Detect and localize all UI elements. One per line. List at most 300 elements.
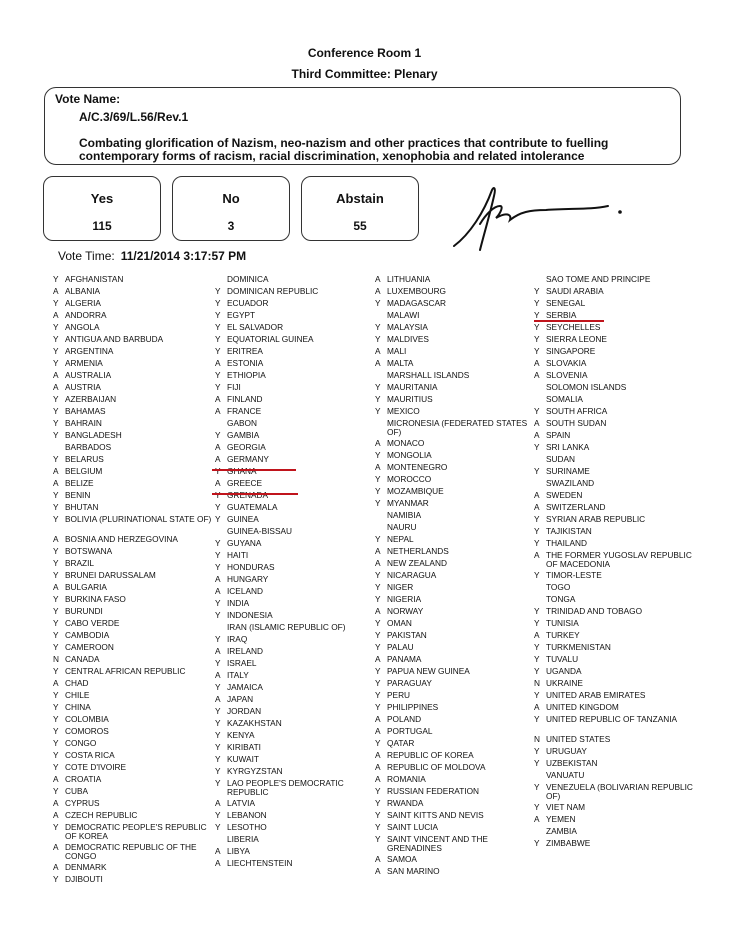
vote-code: Y [375, 394, 381, 404]
vote-code: A [375, 774, 381, 784]
country-name: HONDURAS [227, 562, 275, 572]
handwritten-signature [450, 184, 640, 254]
country-name: NICARAGUA [387, 570, 437, 580]
country-name: LEBANON [227, 810, 267, 820]
serbia-underline [534, 320, 604, 322]
country-name: GUYANA [227, 538, 262, 548]
country-name: MOZAMBIQUE [387, 486, 444, 496]
country-name: CAMEROON [65, 642, 114, 652]
vote-code: A [375, 726, 381, 736]
country-name: YEMEN [546, 814, 576, 824]
country-name: RUSSIAN FEDERATION [387, 786, 480, 796]
vote-code: A [215, 574, 221, 584]
country-name: SLOVAKIA [546, 358, 587, 368]
vote-code: Y [53, 558, 59, 568]
country-name: LITHUANIA [387, 274, 431, 284]
country-column-2 [215, 275, 385, 871]
no-label: No [222, 191, 240, 206]
vote-code: Y [53, 298, 59, 308]
vote-code: Y [215, 610, 221, 620]
country-name: BAHAMAS [65, 406, 106, 416]
vote-code: A [53, 798, 59, 808]
country-name: DJIBOUTI [65, 874, 103, 884]
country-name: SPAIN [546, 430, 571, 440]
vote-code: Y [215, 658, 221, 668]
country-name: TURKMENISTAN [546, 642, 611, 652]
country-name: CHILE [65, 690, 90, 700]
vote-code: Y [534, 334, 540, 344]
country-name: PAPUA NEW GUINEA [387, 666, 470, 676]
country-name: THE FORMER YUGOSLAV REPUBLIC OF MACEDONIA [546, 550, 692, 569]
vote-code: Y [215, 706, 221, 716]
country-name: RWANDA [387, 798, 424, 808]
country-name: CONGO [65, 738, 97, 748]
country-name: PANAMA [387, 654, 422, 664]
vote-code: Y [375, 382, 381, 392]
vote-code: A [53, 370, 59, 380]
country-name: SRI LANKA [546, 442, 590, 452]
country-name: NORWAY [387, 606, 424, 616]
country-name: PALAU [387, 642, 414, 652]
vote-code: A [53, 466, 59, 476]
vote-code: Y [375, 298, 381, 308]
country-name: AFGHANISTAN [65, 274, 124, 284]
country-name: CABO VERDE [65, 618, 120, 628]
country-name: MYANMAR [387, 498, 429, 508]
country-name: JAMAICA [227, 682, 263, 692]
country-name: SWEDEN [546, 490, 583, 500]
vote-code: Y [534, 714, 540, 724]
vote-code: Y [375, 582, 381, 592]
vote-code: Y [375, 618, 381, 628]
vote-code: Y [53, 618, 59, 628]
vote-code: Y [53, 738, 59, 748]
vote-code: Y [53, 490, 59, 500]
vote-code: A [53, 534, 59, 544]
vote-code: A [375, 346, 381, 356]
vote-code: A [215, 454, 221, 464]
vote-code: N [534, 678, 540, 688]
vote-code: A [375, 762, 381, 772]
vote-code: Y [53, 394, 59, 404]
vote-code: Y [53, 666, 59, 676]
country-name: SWAZILAND [546, 478, 595, 488]
vote-code: Y [534, 298, 540, 308]
country-name: CYPRUS [65, 798, 100, 808]
vote-code: A [53, 774, 59, 784]
vote-code: Y [375, 678, 381, 688]
yes-tally-box [43, 176, 161, 241]
country-name: REPUBLIC OF KOREA [387, 750, 474, 760]
country-name: SAINT VINCENT AND THE GRENADINES [387, 834, 488, 853]
country-name: UGANDA [546, 666, 582, 676]
country-name: ECUADOR [227, 298, 269, 308]
country-row [53, 875, 223, 887]
vote-code: Y [53, 750, 59, 760]
vote-code: A [375, 358, 381, 368]
vote-code: Y [215, 778, 221, 788]
vote-code: A [375, 866, 381, 876]
vote-code: A [534, 702, 540, 712]
country-name: ALGERIA [65, 298, 101, 308]
country-name: TIMOR-LESTE [546, 570, 602, 580]
vote-code: A [375, 546, 381, 556]
abstain-count: 55 [353, 219, 367, 233]
vote-code: A [53, 862, 59, 872]
vote-code: Y [53, 346, 59, 356]
country-name: COSTA RICA [65, 750, 115, 760]
vote-code: A [215, 406, 221, 416]
vote-code: A [534, 550, 540, 560]
country-name: SWITZERLAND [546, 502, 606, 512]
country-name: DOMINICA [227, 274, 269, 284]
country-name: CANADA [65, 654, 100, 664]
yes-count: 115 [92, 219, 112, 233]
vote-code: A [53, 582, 59, 592]
country-name: GHANA [227, 466, 257, 476]
country-name: LIECHTENSTEIN [227, 858, 293, 868]
vote-code: Y [534, 654, 540, 664]
country-name: TUNISIA [546, 618, 579, 628]
country-name: GEORGIA [227, 442, 266, 452]
country-name: COTE D'IVOIRE [65, 762, 127, 772]
country-name: FIJI [227, 382, 241, 392]
country-name: ZAMBIA [546, 826, 577, 836]
country-name: GABON [227, 418, 257, 428]
country-name: LIBERIA [227, 834, 259, 844]
abstain-tally-box [301, 176, 419, 241]
country-name: HAITI [227, 550, 249, 560]
abstain-label: Abstain [336, 191, 384, 206]
vote-code: Y [53, 570, 59, 580]
vote-code: Y [534, 802, 540, 812]
country-row [215, 859, 385, 871]
vote-code: Y [375, 534, 381, 544]
vote-code: Y [534, 322, 540, 332]
country-name: BAHRAIN [65, 418, 102, 428]
vote-code: A [534, 418, 540, 428]
country-name: POLAND [387, 714, 422, 724]
country-name: CHAD [65, 678, 89, 688]
country-name: IRAQ [227, 634, 248, 644]
country-name: UKRAINE [546, 678, 583, 688]
vote-code: Y [375, 702, 381, 712]
country-name: BELGIUM [65, 466, 103, 476]
country-name: NETHERLANDS [387, 546, 449, 556]
vote-code: Y [215, 502, 221, 512]
vote-code: Y [534, 838, 540, 848]
country-column-4 [534, 275, 704, 851]
vote-code: A [53, 286, 59, 296]
country-name: PERU [387, 690, 411, 700]
country-name: NIGER [387, 582, 414, 592]
vote-code: A [215, 858, 221, 868]
vote-code: A [534, 630, 540, 640]
country-name: LIBYA [227, 846, 250, 856]
vote-code: A [53, 678, 59, 688]
yes-label: Yes [90, 191, 114, 206]
vote-code: Y [53, 274, 59, 284]
vote-code: Y [53, 762, 59, 772]
country-name: CROATIA [65, 774, 102, 784]
country-name: QATAR [387, 738, 415, 748]
country-name: SOUTH SUDAN [546, 418, 607, 428]
country-name: BULGARIA [65, 582, 107, 592]
country-name: PORTUGAL [387, 726, 433, 736]
vote-code: Y [534, 606, 540, 616]
vote-code: A [534, 502, 540, 512]
country-name: BENIN [65, 490, 91, 500]
committee-heading: Third Committee: Plenary [291, 67, 438, 81]
country-name: THAILAND [546, 538, 588, 548]
country-name: BRUNEI DARUSSALAM [65, 570, 156, 580]
country-name: SOMALIA [546, 394, 583, 404]
country-name: FINLAND [227, 394, 263, 404]
vote-code: Y [215, 370, 221, 380]
vote-code: Y [53, 690, 59, 700]
country-name: MADAGASCAR [387, 298, 447, 308]
vote-code: Y [375, 486, 381, 496]
country-name: TRINIDAD AND TOBAGO [546, 606, 643, 616]
country-name: BELIZE [65, 478, 94, 488]
country-name: COMOROS [65, 726, 109, 736]
vote-code: Y [215, 682, 221, 692]
country-name: TONGA [546, 594, 576, 604]
country-row [375, 835, 545, 855]
country-name: ARMENIA [65, 358, 103, 368]
country-row [534, 715, 704, 735]
country-name: GUATEMALA [227, 502, 278, 512]
vote-code: Y [375, 474, 381, 484]
country-name: NAMIBIA [387, 510, 422, 520]
vote-code: Y [53, 546, 59, 556]
country-name: DOMINICAN REPUBLIC [227, 286, 319, 296]
country-name: BURKINA FASO [65, 594, 126, 604]
vote-code: Y [215, 286, 221, 296]
vote-code: Y [215, 310, 221, 320]
country-row [534, 551, 704, 571]
country-name: MAURITIUS [387, 394, 433, 404]
country-name: MONGOLIA [387, 450, 432, 460]
country-name: HUNGARY [227, 574, 269, 584]
country-name: ANDORRA [65, 310, 107, 320]
vote-code: Y [534, 538, 540, 548]
vote-code: A [375, 654, 381, 664]
country-name: MOROCCO [387, 474, 432, 484]
vote-code: Y [534, 442, 540, 452]
country-name: UNITED ARAB EMIRATES [546, 690, 646, 700]
country-name: NAURU [387, 522, 417, 532]
country-name: LESOTHO [227, 822, 267, 832]
vote-name-label: Vote Name: [55, 92, 121, 106]
country-name: SENEGAL [546, 298, 586, 308]
vote-code: A [215, 394, 221, 404]
country-name: SLOVENIA [546, 370, 588, 380]
country-name: BHUTAN [65, 502, 99, 512]
vote-code: Y [53, 430, 59, 440]
country-row [534, 783, 704, 803]
vote-code: Y [375, 630, 381, 640]
vote-code: Y [215, 730, 221, 740]
country-name: DEMOCRATIC REPUBLIC OF THE CONGO [65, 842, 197, 861]
country-row [534, 839, 704, 851]
vote-code: Y [215, 334, 221, 344]
country-name: TOGO [546, 582, 571, 592]
germany-underline [212, 469, 296, 471]
vote-code: Y [375, 798, 381, 808]
country-name: CENTRAL AFRICAN REPUBLIC [65, 666, 186, 676]
country-name: GUINEA-BISSAU [227, 526, 293, 536]
vote-code: A [53, 842, 59, 852]
vote-code: Y [375, 406, 381, 416]
vote-code: A [215, 442, 221, 452]
country-name: UNITED KINGDOM [546, 702, 619, 712]
vote-code: Y [53, 702, 59, 712]
vote-code: A [534, 490, 540, 500]
country-name: ALBANIA [65, 286, 101, 296]
country-name: LUXEMBOURG [387, 286, 447, 296]
vote-code: Y [375, 570, 381, 580]
country-name: INDONESIA [227, 610, 273, 620]
vote-code: Y [215, 538, 221, 548]
vote-code: A [53, 478, 59, 488]
country-row [53, 843, 223, 863]
country-name: BOTSWANA [65, 546, 113, 556]
vote-code: Y [53, 502, 59, 512]
country-name: SIERRA LEONE [546, 334, 607, 344]
vote-code: A [215, 846, 221, 856]
vote-code: Y [53, 786, 59, 796]
vote-code: Y [375, 738, 381, 748]
vote-code: Y [215, 298, 221, 308]
vote-name-box [44, 87, 681, 165]
country-name: ROMANIA [387, 774, 426, 784]
country-name: MONTENEGRO [387, 462, 448, 472]
country-row [53, 515, 223, 535]
vote-code: Y [53, 606, 59, 616]
vote-code: Y [534, 642, 540, 652]
country-name: UNITED STATES [546, 734, 611, 744]
country-name: VENEZUELA (BOLIVARIAN REPUBLIC OF) [546, 782, 693, 801]
country-row [215, 779, 385, 799]
country-name: ARGENTINA [65, 346, 114, 356]
vote-code: Y [375, 322, 381, 332]
vote-code: A [375, 462, 381, 472]
vote-code: Y [53, 726, 59, 736]
vote-time-label: Vote Time: [58, 249, 115, 263]
vote-code: Y [53, 714, 59, 724]
country-name: SAN MARINO [387, 866, 440, 876]
vote-time-value: 11/21/2014 3:17:57 PM [120, 249, 247, 263]
vote-code: Y [375, 594, 381, 604]
vote-code: Y [215, 822, 221, 832]
vote-code: A [375, 750, 381, 760]
country-name: SEYCHELLES [546, 322, 601, 332]
country-name: MONACO [387, 438, 425, 448]
vote-code: Y [375, 834, 381, 844]
country-name: MALAWI [387, 310, 420, 320]
vote-code: Y [53, 418, 59, 428]
country-name: GAMBIA [227, 430, 260, 440]
vote-code: A [215, 358, 221, 368]
vote-code: Y [534, 514, 540, 524]
vote-code: Y [375, 666, 381, 676]
vote-code: Y [215, 810, 221, 820]
vote-code: Y [215, 346, 221, 356]
country-name: NEW ZEALAND [387, 558, 447, 568]
country-name: MALAYSIA [387, 322, 428, 332]
vote-code: A [215, 586, 221, 596]
vote-code: Y [215, 598, 221, 608]
country-name: PHILIPPINES [387, 702, 439, 712]
country-name: ZIMBABWE [546, 838, 591, 848]
country-name: SINGAPORE [546, 346, 596, 356]
vote-code: Y [534, 466, 540, 476]
country-name: JAPAN [227, 694, 254, 704]
vote-code: Y [215, 430, 221, 440]
vote-code: A [215, 798, 221, 808]
vote-code: Y [534, 526, 540, 536]
vote-code: Y [375, 642, 381, 652]
country-name: CHINA [65, 702, 91, 712]
vote-code: A [53, 810, 59, 820]
country-name: LATVIA [227, 798, 255, 808]
resolution-title: Combating glorification of Nazism, neo-nazism and other practices that contribute to fuelling contemporary forms of racism, racial discrimination, xenophobia and related intolerance [79, 136, 609, 163]
country-name: BRAZIL [65, 558, 95, 568]
country-name: SAO TOME AND PRINCIPE [546, 274, 651, 284]
country-name: ERITREA [227, 346, 263, 356]
vote-code: Y [53, 630, 59, 640]
country-column-1 [53, 275, 223, 887]
country-name: GRENADA [227, 490, 269, 500]
vote-code: Y [53, 514, 59, 524]
vote-code: Y [375, 822, 381, 832]
vote-code: Y [215, 562, 221, 572]
country-name: SURINAME [546, 466, 590, 476]
vote-code: Y [375, 810, 381, 820]
country-name: SERBIA [546, 310, 577, 320]
country-name: BARBADOS [65, 442, 112, 452]
vote-code: Y [53, 642, 59, 652]
vote-code: Y [53, 334, 59, 344]
vote-code: Y [534, 406, 540, 416]
vote-code: Y [53, 358, 59, 368]
vote-code: A [53, 310, 59, 320]
country-name: DEMOCRATIC PEOPLE'S REPUBLIC OF KOREA [65, 822, 207, 841]
vote-code: A [375, 854, 381, 864]
country-name: CUBA [65, 786, 89, 796]
vote-code: Y [534, 666, 540, 676]
country-name: VANUATU [546, 770, 585, 780]
country-name: AZERBAIJAN [65, 394, 117, 404]
country-name: SAUDI ARABIA [546, 286, 604, 296]
country-name: URUGUAY [546, 746, 587, 756]
country-name: KAZAKHSTAN [227, 718, 282, 728]
country-name: UNITED REPUBLIC OF TANZANIA [546, 714, 678, 724]
resolution-code: A/C.3/69/L.56/Rev.1 [79, 110, 189, 124]
vote-code: Y [53, 822, 59, 832]
country-name: BOSNIA AND HERZEGOVINA [65, 534, 178, 544]
country-name: SAMOA [387, 854, 417, 864]
vote-code: Y [215, 754, 221, 764]
country-column-3 [375, 275, 545, 879]
vote-code: Y [534, 746, 540, 756]
country-name: MARSHALL ISLANDS [387, 370, 470, 380]
no-count: 3 [227, 219, 235, 233]
vote-code: A [215, 670, 221, 680]
vote-code: A [215, 694, 221, 704]
vote-code: A [375, 606, 381, 616]
